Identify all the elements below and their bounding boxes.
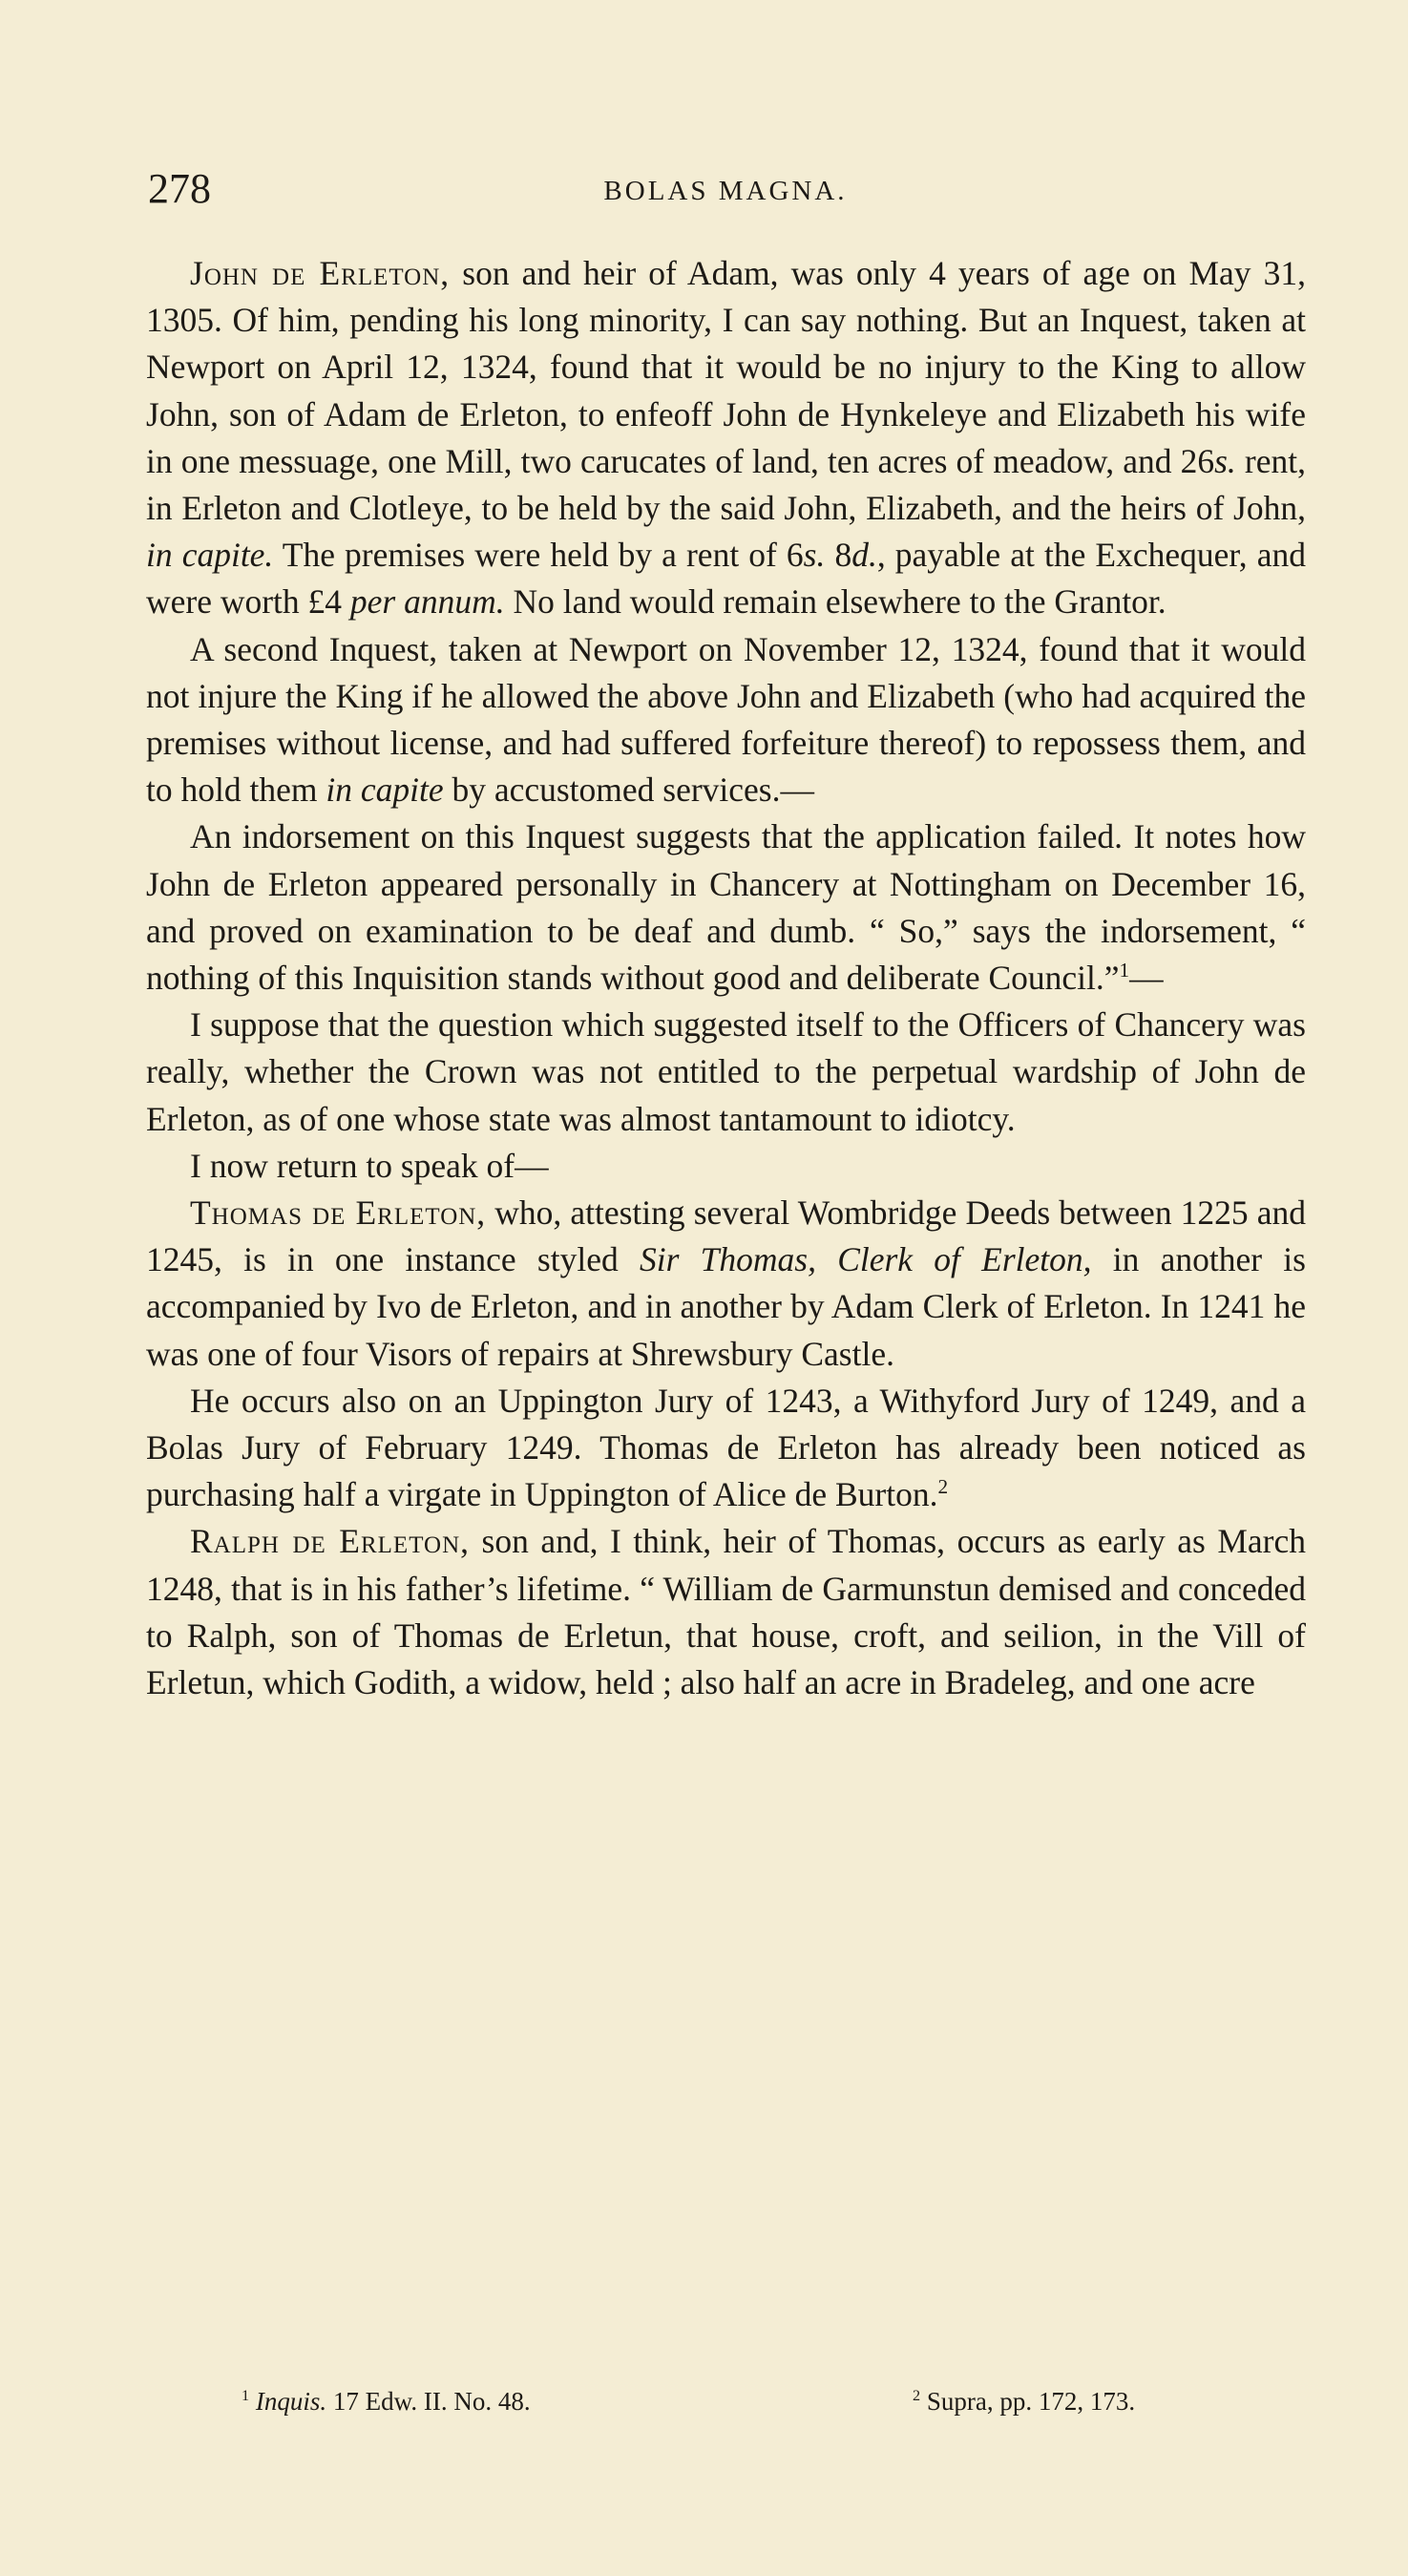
paragraph-chancery-question: I suppose that the question which suggested itself to the Officers of Chancery was really, whether the Crown was not entitled to the perpetual wardship of John de Erleton, as of one whose state was almost tantamount to idiotcy. (146, 1005, 1306, 1138)
paragraph-return: I now return to speak of— (190, 1146, 549, 1185)
text-segment: — (1129, 959, 1164, 998)
footnotes (146, 2387, 1306, 2425)
paragraph-thomas-de-erleton (146, 1190, 1306, 1378)
text-segment: A second Inquest, taken at Newport on November 12, 1324, found that it would not injure the King if he allowed the above John and Elizabeth (who had acquired the premises without license, and had suffered forfeiture thereof) to repossess them, and to hold them (146, 629, 1306, 810)
text-segment: An indorsement on this Inquest suggests that the application failed. It notes how John de Erleton appeared personally in Chancery at Nottingham on December 16, and proved on examination to be deaf and dumb. “ So,” says the indorsement, “ nothing of this Inquisition stands without good and deliberate Council.” (146, 817, 1306, 998)
footnote-ref-1: 1 (1119, 959, 1130, 982)
text-segment: 8 (825, 536, 852, 575)
italic-abbrev: d. (851, 536, 877, 575)
italic-title: Sir Thomas, Clerk of Erleton, (639, 1240, 1092, 1279)
footnote-text: Supra, pp. 172, 173. (920, 2387, 1136, 2416)
text-segment: son and, I think, heir of Thomas, occurs as early as March 1248, that is in his father’s lifetime. “ William de Garmunstun demised and conceded to Ralph, son of Thomas de Erletun, that house, croft, and seilion, in the Vill of Erletun, which Godith, a widow, held ; also half an acre in Bradeleg, and one acre (146, 1522, 1306, 1702)
footnote-source: Inquis. (255, 2387, 327, 2416)
text-segment: , payable at the Exchequer, and were worth £4 (146, 536, 1306, 622)
paragraph-second-inquest (146, 626, 1306, 814)
page-number: 278 (148, 165, 211, 212)
text-segment: rent, in Erleton and Clotleye, to be held by the said John, Elizabeth, and the heirs of John, (146, 441, 1306, 528)
page-header (148, 164, 1303, 222)
running-head: BOLAS MAGNA. (603, 176, 848, 206)
paragraph-john-de-erleton (146, 250, 1306, 626)
footnote-2 (913, 2387, 1135, 2417)
person-name: Ralph de Erleton, (190, 1522, 471, 1561)
footnote-mark: 1 (242, 2387, 250, 2404)
text-segment: in another is accompanied by Ivo de Erleton, and in another by Adam Clerk of Erleton. In 1241 he was one of four Visors of repairs at Shrewsbury Castle. (146, 1240, 1306, 1373)
italic-abbrev: s. (1214, 441, 1236, 480)
footnote-ref-2: 2 (937, 1475, 949, 1499)
footnote-text: 17 Edw. II. No. 48. (326, 2387, 531, 2416)
person-name: John de Erleton, (190, 254, 451, 292)
body-text (146, 250, 1306, 1706)
text-segment: son and heir of Adam, was only 4 years of age on May 31, 1305. Of him, pending his long minority, I can say nothing. But an Inquest, taken at Newport on April 12, 1324, found that it would be no injury to the King to allow John, son of Adam de Erleton, to enfeoff John de Hynkeleye and Elizabeth his wife in one messuage, one Mill, two carucates of land, ten acres of meadow, and 26 (146, 254, 1306, 480)
italic-latin: per annum. (349, 582, 505, 622)
text-segment: by accustomed services.— (443, 771, 814, 810)
italic-latin: in capite. (146, 536, 274, 575)
paragraph-juries (146, 1378, 1306, 1519)
paragraph-ralph-de-erleton (146, 1518, 1306, 1706)
footnote-mark: 2 (913, 2387, 921, 2404)
italic-latin: in capite (326, 771, 444, 810)
footnote-1 (242, 2387, 531, 2417)
italic-abbrev: s. (803, 536, 826, 575)
text-segment: He occurs also on an Uppington Jury of 1243, a Withyford Jury of 1249, and a Bolas Jury of February 1249. Thomas de Erleton has already been noticed as purchasing half a virgate in Uppington of Alice de Burton. (146, 1381, 1306, 1514)
person-name: Thomas de Erleton, (190, 1193, 487, 1233)
text-segment: The premises were held by a rent of 6 (273, 536, 804, 575)
text-segment: who, attesting several Wombridge Deeds between 1225 and 1245, is in one instance styled (146, 1193, 1306, 1279)
text-segment: No land would remain elsewhere to the Grantor. (504, 582, 1166, 622)
paragraph-indorsement (146, 813, 1306, 1002)
